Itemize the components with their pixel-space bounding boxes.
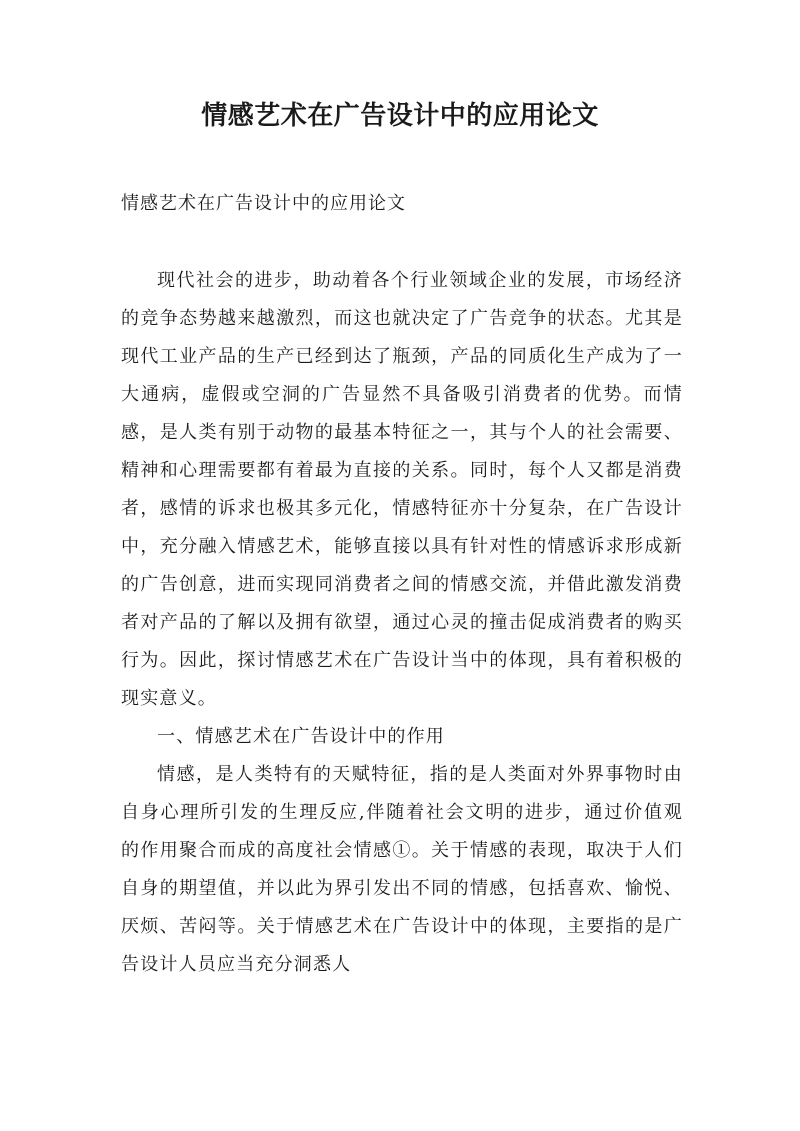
document-subtitle: 情感艺术在广告设计中的应用论文: [121, 193, 406, 214]
section-heading-1: 一、情感艺术在广告设计中的作用: [157, 726, 445, 747]
paragraph-section-1: 情感，是人类特有的天赋特征，指的是人类面对外界事物时由自身心理所引发的生理反应,伴随着社会文明的进步，通过价值观的作用聚合而成的高度社会情感①。关于情感的表现，取决于人们自身的期望值，并以此为界引发出不同的情感，包括喜欢、愉悦、厌烦、苦闷等。关于情感艺术在广告设计中的体现，主要指的是广告设计人员应当充分洞悉人: [121, 764, 683, 975]
document-title: 情感艺术在广告设计中的应用论文: [201, 101, 599, 131]
paragraph-intro: 现代社会的进步，助动着各个行业领域企业的发展，市场经济的竞争态势越来越激烈，而这也就决定了广告竞争的状态。尤其是现代工业产品的生产已经到达了瓶颈，产品的同质化生产成为了一大通病，虚假或空洞的广告显然不具备吸引消费者的优势。而情感，是人类有别于动物的最基本特征之一，其与个人的社会需要、精神和心理需要都有着最为直接的关系。同时，每个人又都是消费者，感情的诉求也极其多元化，情感特征亦十分复杂，在广告设计中，充分融入情感艺术，能够直接以具有针对性的情感诉求形成新的广告创意，进而实现同消费者之间的情感交流，并借此激发消费者对产品的了解以及拥有欲望，通过心灵的撞击促成消费者的购买行为。因此，探讨情感艺术在广告设计当中的体现，具有着积极的现实意义。: [121, 270, 683, 709]
document-body: [121, 262, 683, 984]
